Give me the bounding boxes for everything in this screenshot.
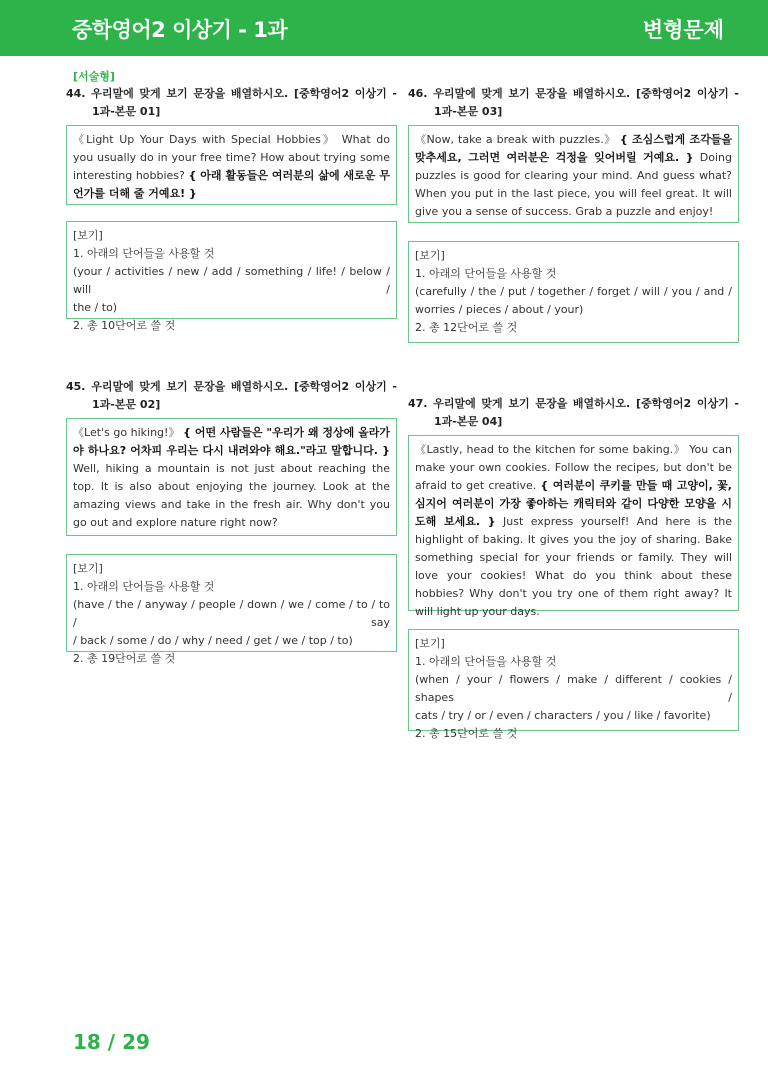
page-number: 18 / 29 bbox=[73, 1030, 150, 1054]
hint-box: [보기] 1. 아래의 단어들을 사용할 것 (have / the / anyway / people / down / we / come / to / to / say / back / some / do / why / need / get / we / top / to) 2. 총 19단어로 쓸 것 bbox=[66, 554, 397, 652]
question-44 bbox=[66, 85, 397, 332]
hint-box: [보기] 1. 아래의 단어들을 사용할 것 (your / activities / new / add / something / life! / below / will / the / to) 2. 총 10단어로 쓸 것 bbox=[66, 221, 397, 319]
question-45 bbox=[66, 378, 397, 665]
question-stem: 44. 우리말에 맞게 보기 문장을 배열하시오. [중학영어2 이상기 - 1과-본문 01] bbox=[66, 87, 397, 118]
hint-box: [보기] 1. 아래의 단어들을 사용할 것 (carefully / the / put / together / forget / will / you / and / worries / pieces / about / your) 2. 총 12단어로 쓸 것 bbox=[408, 241, 739, 343]
question-stem: 47. 우리말에 맞게 보기 문장을 배열하시오. [중학영어2 이상기 - 1과-본문 04] bbox=[408, 397, 739, 428]
passage-box: 《Lastly, head to the kitchen for some baking.》 You can make your own cookies. Follow the recipes, but don't be afraid to get creative. { 여러분이 쿠키를 만들 때 고양이, 꽃, 심지어 여러분이 가장 좋아하는 캐릭터와 같이 다양한 모양을 시도해 보세요. } Just express yourself! And here is the highlight of baking. It gives you the joy of sharing. Bake something special for your friends or family. They will love your cookies! What do you think about these hobbies? Why don't you try one of them right away? It will light up your days. bbox=[408, 435, 739, 611]
target-sentence: { 조심스럽게 조각들을 맞추세요, 그러면 여러분은 걱정을 잊어버릴 거예요. } bbox=[415, 133, 733, 164]
question-stem: 46. 우리말에 맞게 보기 문장을 배열하시오. [중학영어2 이상기 - 1과-본문 03] bbox=[408, 87, 739, 118]
section-tag: [서술형] bbox=[73, 70, 115, 83]
passage-box: 《Now, take a break with puzzles.》 { 조심스럽게 조각들을 맞추세요, 그러면 여러분은 걱정을 잊어버릴 거예요. } Doing puzzles is good for clearing your mind. And guess what? When you put in the last piece, you will feel great. It will give you a sense of success. Grab a puzzle and enjoy! bbox=[408, 125, 739, 223]
question-46 bbox=[408, 85, 739, 343]
page-header bbox=[0, 0, 768, 56]
target-sentence: { 어떤 사람들은 "우리가 왜 정상에 올라가야 하나요? 어차피 우리는 다시 내려와야 해요."라고 말합니다. } bbox=[73, 426, 390, 457]
question-47 bbox=[408, 395, 739, 740]
header-title: 중학영어2 이상기 - 1과 bbox=[72, 18, 288, 42]
header-category: 변형문제 bbox=[642, 18, 724, 42]
passage-box: 《Let's go hiking!》 { 어떤 사람들은 "우리가 왜 정상에 올라가야 하나요? 어차피 우리는 다시 내려와야 해요."라고 말합니다. } Well, hiking a mountain is not just about reaching the top. It is also about enjoying the journey. Look at the amazing views and take in the fresh air. Why don't you go out and explore nature right now? bbox=[66, 418, 397, 536]
question-stem: 45. 우리말에 맞게 보기 문장을 배열하시오. [중학영어2 이상기 - 1과-본문 02] bbox=[66, 380, 397, 411]
target-sentence: { 아래 활동들은 여러분의 삶에 새로운 무언가를 더해 줄 거예요! } bbox=[73, 169, 390, 200]
target-sentence: { 여러분이 쿠키를 만들 때 고양이, 꽃, 심지어 여러분이 가장 좋아하는 캐릭터와 같이 다양한 모양을 시도해 보세요. } bbox=[415, 479, 732, 528]
passage-box: 《Light Up Your Days with Special Hobbies》 What do you usually do in your free time? How about trying some interesting hobbies? { 아래 활동들은 여러분의 삶에 새로운 무언가를 더해 줄 거예요! } bbox=[66, 125, 397, 205]
hint-box: [보기] 1. 아래의 단어들을 사용할 것 (when / your / flowers / make / different / cookies / shapes / cats / try / or / even / characters / you / like / favorite) 2. 총 15단어로 쓸 것 bbox=[408, 629, 739, 731]
